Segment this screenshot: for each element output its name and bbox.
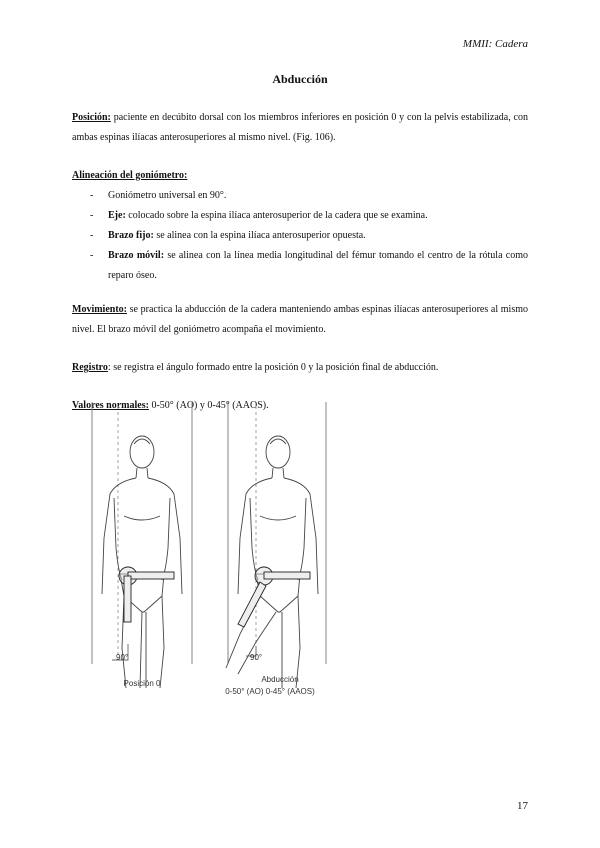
page-number: 17 (517, 800, 528, 812)
left-angle-label: 90° (116, 653, 129, 662)
valores-label: Valores normales: (72, 400, 149, 411)
valores-text: 0-50° (AO) y 0-45° (AAOS). (148, 400, 269, 411)
list-item: - Eje: colocado sobre la espina ilíaca anterosuperior de la cadera que se examina. (90, 210, 428, 221)
movimiento-text: se practica la abducción de la cadera manteniendo ambas espinas ilíacas anterosuperiores al mismo nivel. El brazo móvil del goniómetro acompaña el movimiento. (72, 304, 528, 335)
right-caption-title: Abducción (261, 675, 299, 684)
right-angle-label: 90° (250, 653, 263, 662)
list-item: - Goniómetro universal en 90°. (90, 190, 227, 201)
goniometer-illustration (88, 398, 348, 714)
alineacion-heading-text: Alineación del goniómetro: (72, 170, 188, 181)
posicion-text: paciente en decúbito dorsal con los miembros inferiores en posición 0 y con la pelvis estabilizada, con ambas espinas ilíacas anterosuperiores al mismo nivel. (Fig. 106). (72, 112, 528, 143)
movimiento-paragraph (72, 300, 528, 340)
goniometer-figure (88, 398, 348, 714)
list-item: - Brazo móvil: se alinea con la línea media longitudinal del fémur tomando el centro de la rótula como reparo óseo. (90, 250, 529, 281)
alineacion-list (90, 186, 528, 286)
registro-paragraph (72, 358, 528, 378)
list-item: - Brazo fijo: se alinea con la espina ilíaca anterosuperior opuesta. (90, 230, 366, 241)
movimiento-label: Movimiento: (72, 304, 127, 315)
posicion-paragraph (72, 108, 528, 148)
running-header: MMII: Cadera (462, 38, 528, 50)
registro-label: Registro (72, 362, 108, 373)
posicion-label: Posición: (72, 112, 111, 123)
registro-text: : se registra el ángulo formado entre la posición 0 y la posición final de abducción. (107, 362, 439, 373)
alineacion-heading (72, 166, 528, 186)
right-caption-values: 0-50° (AO) 0-45° (AAOS) (225, 687, 315, 696)
left-caption: Posición 0 (123, 679, 161, 688)
section-title: Abducción (272, 72, 328, 86)
